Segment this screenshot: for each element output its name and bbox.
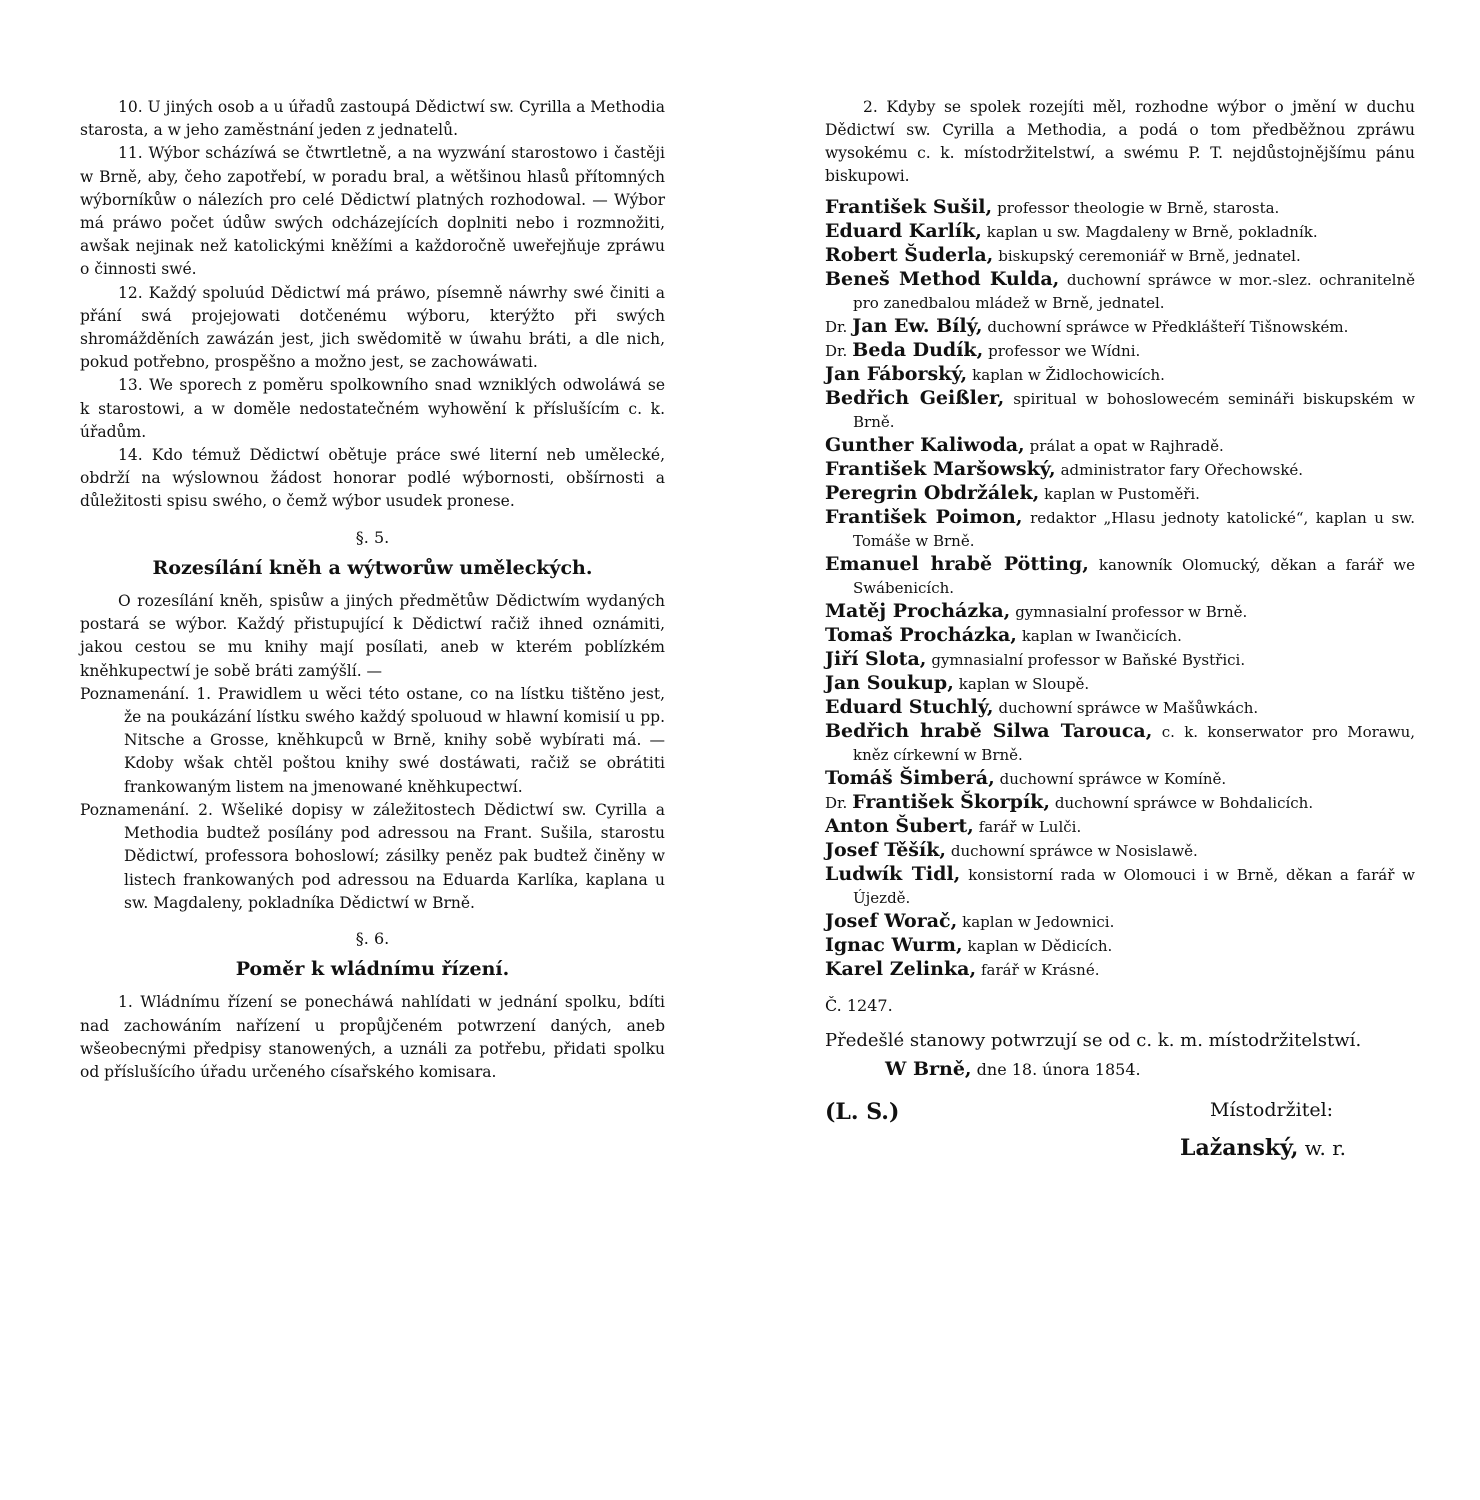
paragraph-dissolution: 2. Kdyby se spolek rozejíti měl, rozhodne wýbor o jmění w duchu Dědictwí sw. Cyrilla a Methodia, a podá o tom předběžnou zpráwu wysokému c. k. místodržitelstwí, a swému P. T. nejdůstojnějšímu pánu biskupowi. (825, 98, 1415, 185)
member-entry (825, 910, 1415, 934)
committee-roster (825, 196, 1415, 982)
member-role: duchowní spráwce w Předklášteří Tišnowském. (987, 318, 1349, 336)
member-role: farář w Lulči. (978, 818, 1082, 836)
member-role: duchowní spráwce w Bohdalicích. (1054, 794, 1314, 812)
note-1: Poznamenání. 1. Prawidlem u wěci této ostane, co na lístku tištěno jest, že na poukázání lístku swého každý spoluoud w hlawní komisií u pp. Nitsche a Grosse, kněhkupců w Brně, knihy sobě wybírati má. — Kdoby wšak chtěl poštou knihy swé dostáwati, račiž se obrátiti frankowaným listem na jmenowané kněhkupectwí. (80, 684, 665, 796)
member-role: redaktor „Hlasu jednoty katolické“, kaplan u sw. Tomáše w Brně. (853, 509, 1415, 550)
member-name: Bedřich Geißler, (825, 387, 1005, 409)
member-entry (825, 624, 1415, 648)
member-entry (825, 767, 1415, 791)
paragraph-government-1: 1. Wládnímu řízení se ponecháwá nahlídati w jednání spolku, bdíti nad zachowáním nařízení u propůjčeném potwrzení daných, aneb wšeobecnými předpisy stanowených, a uználi za potřebu, přidati spolku od příslušícího úřadu určeného císařského komisara. (80, 993, 665, 1081)
left-column (80, 96, 665, 1084)
member-name: Jan Fáborský, (825, 363, 968, 385)
member-title-prefix: Dr. (825, 794, 848, 812)
member-name: František Sušil, (825, 196, 993, 218)
member-name: Jan Ew. Bílý, (852, 315, 983, 337)
member-role: konsistorní rada w Olomouci i w Brně, děkan a farář w Újezdě. (853, 866, 1415, 907)
member-name: Tomaš Procházka, (825, 624, 1017, 646)
member-name: František Maršowský, (825, 458, 1056, 480)
member-name: Eduard Stuchlý, (825, 696, 994, 718)
paragraph-10: 10. U jiných osob a u úřadů zastoupá Dědictwí sw. Cyrilla a Methodia starosta, a w jeho zaměstnání jeden z jednatelů. (80, 98, 665, 140)
date: dne 18. února 1854. (976, 1060, 1141, 1079)
signatory-surname: Lažanský, (1180, 1135, 1299, 1161)
member-role: biskupský ceremoniář w Brně, jednatel. (998, 247, 1301, 265)
member-entry (825, 958, 1415, 982)
member-role: kanowník Olomucký, děkan a farář we Swábenicích. (853, 556, 1415, 597)
member-name: Anton Šubert, (825, 815, 974, 837)
signatory-title: Místodržitel: (1210, 1099, 1334, 1121)
member-entry (825, 672, 1415, 696)
member-entry (825, 863, 1415, 910)
member-name: Ignac Wurm, (825, 934, 963, 956)
document-number: Č. 1247. (825, 996, 893, 1015)
member-name: Jan Soukup, (825, 672, 954, 694)
paragraph-11: 11. Wýbor scházíwá se čtwrtletně, a na wyzwání starostowo i častěji w Brně, aby, čeho zapotřebí, w poradu bral, a wětšinou hlasů přítomných wýborníkůw o nálezích pro celé Dědictwí platných rozhodowal. — Wýbor má práwo počet údůw swých odcházejících doplniti nebo i rozmnožiti, awšak nejinak než katolickými kněžími a každoročně uweřejňuje zpráwu o činnosti swé. (80, 144, 665, 279)
member-role: kaplan w Dědicích. (967, 937, 1113, 955)
member-entry (825, 315, 1415, 339)
member-title-prefix: Dr. (825, 342, 848, 360)
member-entry (825, 458, 1415, 482)
member-entry (825, 600, 1415, 624)
member-role: professor theologie w Brně, starosta. (997, 199, 1280, 217)
signatory-name (1180, 1137, 1346, 1160)
member-role: duchowní spráwce w Komíně. (999, 770, 1227, 788)
member-role: gymnasialní professor w Brně. (1015, 603, 1248, 621)
member-entry (825, 934, 1415, 958)
member-role: kaplan w Jedownici. (962, 913, 1115, 931)
section-heading-5: Rozesílání kněh a wýtworůw uměleckých. (152, 556, 593, 579)
member-name: Gunther Kaliwoda, (825, 434, 1025, 456)
approval-statement: Předešlé stanowy potwrzují se od c. k. m. místodržitelstwí. (825, 1030, 1362, 1051)
member-role: kaplan w Pustoměři. (1044, 485, 1200, 503)
member-role: kaplan u sw. Magdaleny w Brně, pokladník. (986, 223, 1318, 241)
member-entry (825, 339, 1415, 363)
member-role: gymnasialní professor w Baňské Bystřici. (931, 651, 1246, 669)
member-entry (825, 815, 1415, 839)
member-name: Josef Worač, (825, 910, 958, 932)
member-entry (825, 387, 1415, 434)
member-name: Beneš Method Kulda, (825, 268, 1060, 290)
member-name: Jiří Slota, (825, 648, 927, 670)
member-name: Bedřich hrabě Silwa Tarouca, (825, 720, 1153, 742)
member-entry (825, 696, 1415, 720)
member-role: administrator fary Ořechowské. (1060, 461, 1304, 479)
member-entry (825, 482, 1415, 506)
member-name: František Poimon, (825, 506, 1023, 528)
section-heading-6: Poměr k wládnímu řízení. (235, 958, 510, 981)
member-entry (825, 268, 1415, 315)
place: W Brně, (885, 1058, 972, 1080)
member-role: farář w Krásné. (981, 961, 1100, 979)
member-role: duchowní spráwce w Mašůwkách. (998, 699, 1259, 717)
member-title-prefix: Dr. (825, 318, 848, 336)
member-name: Josef Těšík, (825, 839, 946, 861)
member-entry (825, 196, 1415, 220)
member-entry (825, 839, 1415, 863)
signature-block (825, 1097, 1415, 1187)
member-role: spiritual w bohoslowecém semináři biskupském w Brně. (853, 390, 1415, 431)
member-name: Matěj Procházka, (825, 600, 1011, 622)
member-name: František Škorpík, (852, 791, 1050, 813)
paragraph-distribution: O rozesílání kněh, spisůw a jiných předmětůw Dědictwím wydaných postará se wýbor. Každý přistupující k Dědictwí račiž ihned oznámiti, jakou cestou se mu knihy mají posílati, aneb w kterém poblízkém kněhkupectwí je sobě bráti zamýšlí. — (80, 592, 665, 680)
member-entry (825, 244, 1415, 268)
signatory-suffix: w. r. (1304, 1136, 1346, 1160)
paragraph-14: 14. Kdo témuž Dědictwí obětuje práce swé literní neb umělecké, obdrží na wýslownou žádost honorar podlé wýbornosti, obšírnosti a důležitosti spisu swého, o čemž wýbor usudek pronese. (80, 446, 665, 511)
member-role: c. k. konserwator pro Morawu, kněz církewní w Brně. (853, 723, 1415, 764)
member-entry (825, 791, 1415, 815)
member-role: kaplan w Sloupě. (958, 675, 1090, 693)
member-entry (825, 220, 1415, 244)
member-entry (825, 506, 1415, 553)
note-2: Poznamenání. 2. Wšeliké dopisy w záležitostech Dědictwí sw. Cyrilla a Methodia budtež posílány pod adressou na Frant. Sušila, starostu Dědictwí, professora bohoslowí; zásilky peněz pak budtež činěny w listech frankowaných pod adressou na Eduarda Karlíka, kaplana u sw. Magdaleny, pokladníka Dědictwí w Brně. (80, 800, 665, 912)
member-name: Beda Dudík, (852, 339, 984, 361)
place-date (825, 1058, 1415, 1081)
member-entry (825, 434, 1415, 458)
member-name: Emanuel hrabě Pötting, (825, 553, 1089, 575)
member-role: duchowní spráwce w mor.-slez. ochranitelně pro zanedbalou mládež w Brně, jednatel. (853, 271, 1415, 312)
member-name: Karel Zelinka, (825, 958, 977, 980)
section-number-6: §. 6. (355, 928, 390, 948)
member-name: Eduard Karlík, (825, 220, 982, 242)
member-role: kaplan w Iwančicích. (1021, 627, 1182, 645)
member-entry (825, 553, 1415, 600)
member-entry (825, 648, 1415, 672)
member-role: duchowní spráwce w Nosislawě. (950, 842, 1198, 860)
paragraph-12: 12. Každý spoluúd Dědictwí má práwo, písemně náwrhy swé činiti a přání swá projejowati dotčenému wýboru, kterýžto při swých shromážděních zawázán jest, jich swědomitě w úwahu bráti, a dle nich, pokud potřebno, prospěšno a možno jest, se zachowáwati. (80, 283, 665, 372)
member-role: prálat a opat w Rajhradě. (1029, 437, 1224, 455)
right-column (825, 96, 1415, 1187)
paragraph-13: 13. We sporech z poměru spolkowního snad wzniklých odwoláwá se k starostowi, a w doměle nedostatečném wyhowění k příslušícím c. k. úřadům. (80, 376, 665, 441)
member-name: Tomáš Šimberá, (825, 767, 995, 789)
member-name: Robert Šuderla, (825, 244, 994, 266)
section-number-5: §. 5. (355, 527, 390, 547)
member-entry (825, 720, 1415, 767)
member-name: Peregrin Obdržálek, (825, 482, 1040, 504)
member-role: professor we Wídni. (988, 342, 1141, 360)
member-name: Ludwík Tidl, (825, 863, 961, 885)
seal-mark: (L. S.) (825, 1099, 900, 1125)
member-role: kaplan w Židlochowicích. (972, 366, 1165, 384)
member-entry (825, 363, 1415, 387)
